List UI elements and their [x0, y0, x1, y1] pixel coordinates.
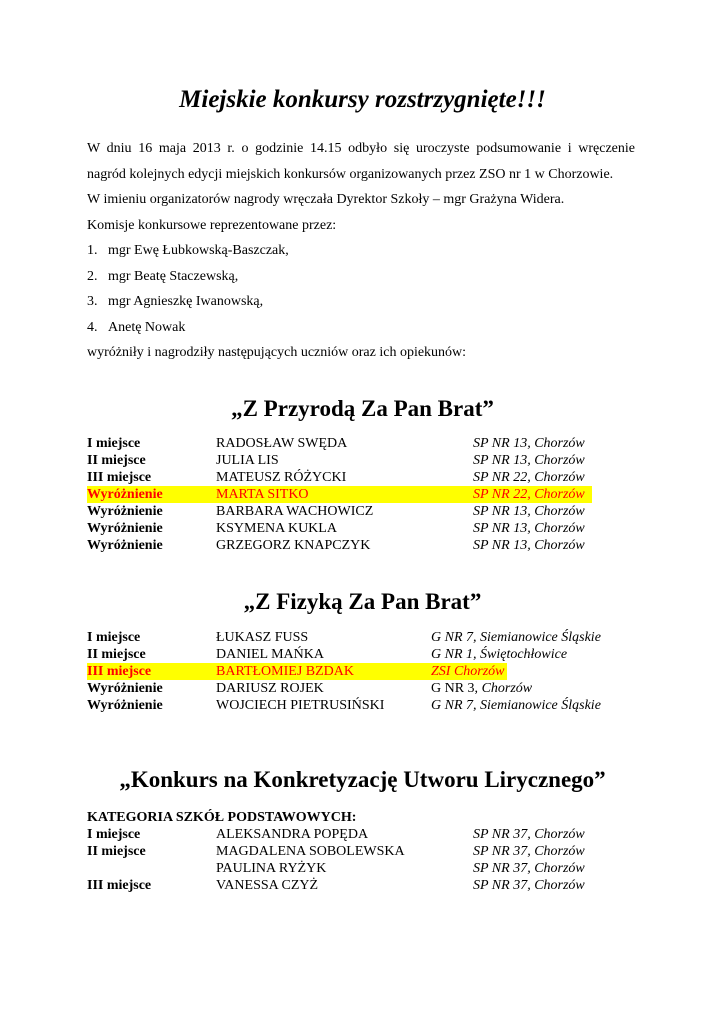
table-row [87, 646, 635, 663]
name-cell: MARTA SITKO [216, 487, 309, 502]
list-text: mgr Agnieszkę Iwanowską, [108, 294, 264, 309]
table-row [87, 697, 635, 714]
school-cell: SP NR 22, Chorzów [473, 487, 585, 502]
school-cell: SP NR 13, Chorzów [473, 521, 585, 536]
table-row [87, 537, 635, 554]
list-item [87, 317, 635, 343]
name-cell: MAGDALENA SOBOLEWSKA [216, 844, 405, 859]
name-cell: PAULINA RYŻYK [216, 861, 327, 876]
name-cell: BARBARA WACHOWICZ [216, 504, 374, 519]
school-cell: SP NR 37, Chorzów [473, 827, 585, 842]
school-cell: G NR 7, Siemianowice Śląskie [431, 630, 601, 645]
school-cell: ZSI Chorzów [431, 664, 505, 679]
intro-line-4: Komisje konkursowe reprezentowane przez: [87, 217, 337, 233]
place-cell: III miejsce [87, 470, 152, 485]
table-row [87, 435, 635, 452]
name-cell: KSYMENA KUKLA [216, 521, 337, 536]
school-cell: SP NR 37, Chorzów [473, 844, 585, 859]
school-cell: SP NR 37, Chorzów [473, 861, 585, 876]
list-number: 2. [87, 268, 98, 284]
school-cell: SP NR 37, Chorzów [473, 878, 585, 893]
place-cell: Wyróżnienie [87, 487, 163, 502]
intro-line-1: W dniu 16 maja 2013 r. o godzinie 14.15 odbyło się uroczyste podsumowanie i wręczenie [87, 141, 635, 156]
list-item [87, 291, 635, 317]
table-row [87, 503, 635, 520]
list-item [87, 240, 635, 266]
table-row [87, 520, 635, 537]
place-cell: Wyróżnienie [87, 521, 163, 536]
table-row [87, 452, 635, 469]
school-prefix: G NR 3, [431, 681, 482, 696]
school-city: Chorzów [481, 681, 533, 696]
place-cell: Wyróżnienie [87, 681, 163, 696]
contest-heading-liryka: „Konkurs na Konkretyzację Utworu Lirycznego” [119, 767, 606, 792]
list-item [87, 266, 635, 292]
name-cell: WOJCIECH PIETRUSIŃSKI [216, 698, 385, 713]
page-title: Miejskie konkursy rozstrzygnięte!!! [179, 86, 546, 113]
list-text: mgr Beatę Staczewską, [108, 268, 239, 284]
list-number: 4. [87, 319, 98, 335]
results-table-przyroda [87, 435, 635, 554]
school-cell: SP NR 13, Chorzów [473, 504, 585, 519]
table-row-highlighted [87, 486, 592, 503]
place-cell: II miejsce [87, 647, 146, 662]
place-cell: II miejsce [87, 453, 146, 468]
name-cell: JULIA LIS [216, 453, 279, 468]
place-cell: I miejsce [87, 436, 141, 451]
table-row [87, 629, 635, 646]
table-row [87, 843, 635, 860]
results-table-liryka [87, 809, 635, 894]
name-cell: RADOSŁAW SWĘDA [216, 436, 348, 451]
place-cell: Wyróżnienie [87, 538, 163, 553]
school-cell: SP NR 13, Chorzów [473, 436, 585, 451]
list-text: mgr Ewę Łubkowską-Baszczak, [108, 243, 289, 258]
school-cell: G NR 7, Siemianowice Śląskie [431, 698, 601, 713]
place-cell: I miejsce [87, 827, 141, 842]
place-cell: III miejsce [87, 878, 152, 893]
results-table-fizyka [87, 629, 635, 714]
name-cell: MATEUSZ RÓŻYCKI [216, 470, 347, 485]
contest-heading-przyroda: „Z Przyrodą Za Pan Brat” [231, 396, 494, 421]
school-cell: SP NR 13, Chorzów [473, 453, 585, 468]
intro-section [87, 138, 635, 368]
name-cell: ŁUKASZ FUSS [216, 630, 309, 645]
school-cell [431, 680, 532, 697]
name-cell: DANIEL MAŃKA [216, 647, 324, 662]
name-cell: ALEKSANDRA POPĘDA [216, 827, 369, 842]
intro-line-5: wyróżniły i nagrodziły następujących uczniów oraz ich opiekunów: [87, 345, 467, 360]
list-number: 1. [87, 243, 98, 258]
place-cell: Wyróżnienie [87, 698, 163, 713]
school-cell: SP NR 13, Chorzów [473, 538, 585, 553]
school-cell: G NR 1, Świętochłowice [431, 647, 568, 662]
place-cell: Wyróżnienie [87, 504, 163, 519]
list-number: 3. [87, 294, 98, 309]
table-row [87, 826, 635, 843]
name-cell: DARIUSZ ROJEK [216, 681, 324, 696]
table-row [87, 860, 635, 877]
place-cell: II miejsce [87, 844, 146, 859]
place-cell: III miejsce [87, 664, 152, 679]
category-label: KATEGORIA SZKÓŁ PODSTAWOWYCH: [87, 810, 357, 825]
name-cell: BARTŁOMIEJ BZDAK [216, 664, 354, 679]
school-cell: SP NR 22, Chorzów [473, 470, 585, 485]
table-row-highlighted [87, 663, 507, 680]
table-row [87, 877, 635, 894]
name-cell: VANESSA CZYŻ [216, 878, 319, 893]
intro-line-3: W imieniu organizatorów nagrody wręczała Dyrektor Szkoły – mgr Grażyna Widera. [87, 192, 565, 207]
list-text: Anetę Nowak [108, 319, 186, 335]
contest-heading-fizyka: „Z Fizyką Za Pan Brat” [243, 589, 482, 614]
intro-line-2: nagród kolejnych edycji miejskich konkursów organizowanych przez ZSO nr 1 w Chorzowie. [87, 166, 614, 182]
table-row [87, 680, 635, 697]
table-row [87, 469, 635, 486]
place-cell: I miejsce [87, 630, 141, 645]
name-cell: GRZEGORZ KNAPCZYK [216, 538, 371, 553]
